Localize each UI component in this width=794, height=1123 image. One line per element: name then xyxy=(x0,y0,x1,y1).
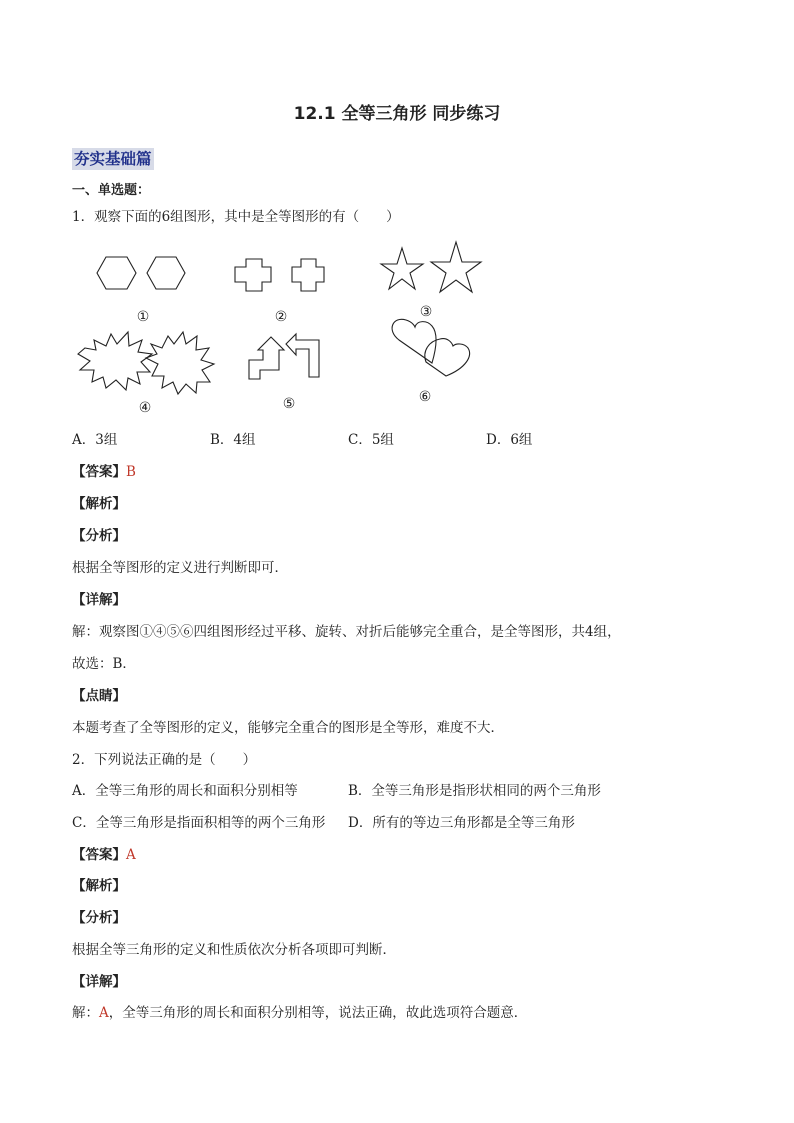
heart-shape xyxy=(425,339,470,376)
star-shape xyxy=(431,242,481,292)
analysis-tag: 【解析】 xyxy=(72,878,126,894)
option-d: D．所有的等边三角形都是全等三角形 xyxy=(348,815,575,831)
option-a: A．3组 xyxy=(72,432,118,448)
figure-label: ⑥ xyxy=(418,389,432,405)
figure-label: ③ xyxy=(419,304,433,320)
fenxi-tag: 【分析】 xyxy=(72,910,126,926)
answer-tag: 【答案】 xyxy=(72,847,126,863)
option-c: C．全等三角形是指面积相等的两个三角形 xyxy=(72,815,326,831)
figure-label: ④ xyxy=(138,400,152,416)
option-a: A．全等三角形的周长和面积分别相等 xyxy=(72,783,298,799)
star-shape xyxy=(381,248,423,289)
cross-shape xyxy=(235,259,271,291)
option-c: C．5组 xyxy=(348,432,394,448)
subsection-heading: 一、单选题： xyxy=(72,183,151,198)
comment-text: 本题考查了全等图形的定义，能够完全重合的图形是全等形，难度不大． xyxy=(72,720,504,736)
answer-tag: 【答案】 xyxy=(72,464,126,480)
figure-label: ⑤ xyxy=(282,396,296,412)
answer-value: B xyxy=(126,464,136,480)
page-title: 12.1 全等三角形 同步练习 xyxy=(293,104,501,124)
arrow-shape xyxy=(286,334,319,377)
detail-text xyxy=(72,1004,527,1022)
question-1-stem: 1．观察下面的6组图形，其中是全等图形的有（ ） xyxy=(72,209,400,225)
fenxi-text: 根据全等三角形的定义和性质依次分析各项即可判断． xyxy=(72,942,396,958)
detail-prefix: 解： xyxy=(72,1005,99,1021)
question-1-figures xyxy=(0,236,794,436)
section-heading: 夯实基础篇 xyxy=(74,149,152,168)
cross-shape xyxy=(292,259,324,291)
hexagon-shape xyxy=(147,257,185,289)
question-2-stem: 2．下列说法正确的是（ ） xyxy=(72,752,257,768)
heart-shape xyxy=(392,319,436,363)
arrow-shape xyxy=(249,337,284,379)
detail-choice: A xyxy=(99,1005,109,1021)
figure-label: ① xyxy=(136,309,150,325)
detail-tag: 【详解】 xyxy=(72,592,126,608)
answer-value: A xyxy=(126,847,136,863)
option-d: D．6组 xyxy=(486,432,533,448)
answer-line xyxy=(72,463,136,481)
comment-tag: 【点睛】 xyxy=(72,688,126,704)
figure-label: ② xyxy=(274,309,288,325)
detail-body: ，全等三角形的周长和面积分别相等，说法正确，故此选项符合题意． xyxy=(108,1005,528,1021)
detail-text: 解：观察图①④⑤⑥四组图形经过平移、旋转、对折后能够完全重合，是全等图形，共4组， xyxy=(72,624,621,640)
burst-shape xyxy=(78,332,152,390)
option-b: B．4组 xyxy=(210,432,256,448)
analysis-tag: 【解析】 xyxy=(72,496,126,512)
hexagon-shape xyxy=(97,257,136,289)
option-b: B．全等三角形是指形状相同的两个三角形 xyxy=(348,783,601,799)
fenxi-text: 根据全等图形的定义进行判断即可． xyxy=(72,560,288,576)
burst-shape xyxy=(146,332,214,394)
answer-line xyxy=(72,846,136,864)
fenxi-tag: 【分析】 xyxy=(72,528,126,544)
detail-tag: 【详解】 xyxy=(72,974,126,990)
detail-text-conclusion: 故选：B． xyxy=(72,656,136,672)
